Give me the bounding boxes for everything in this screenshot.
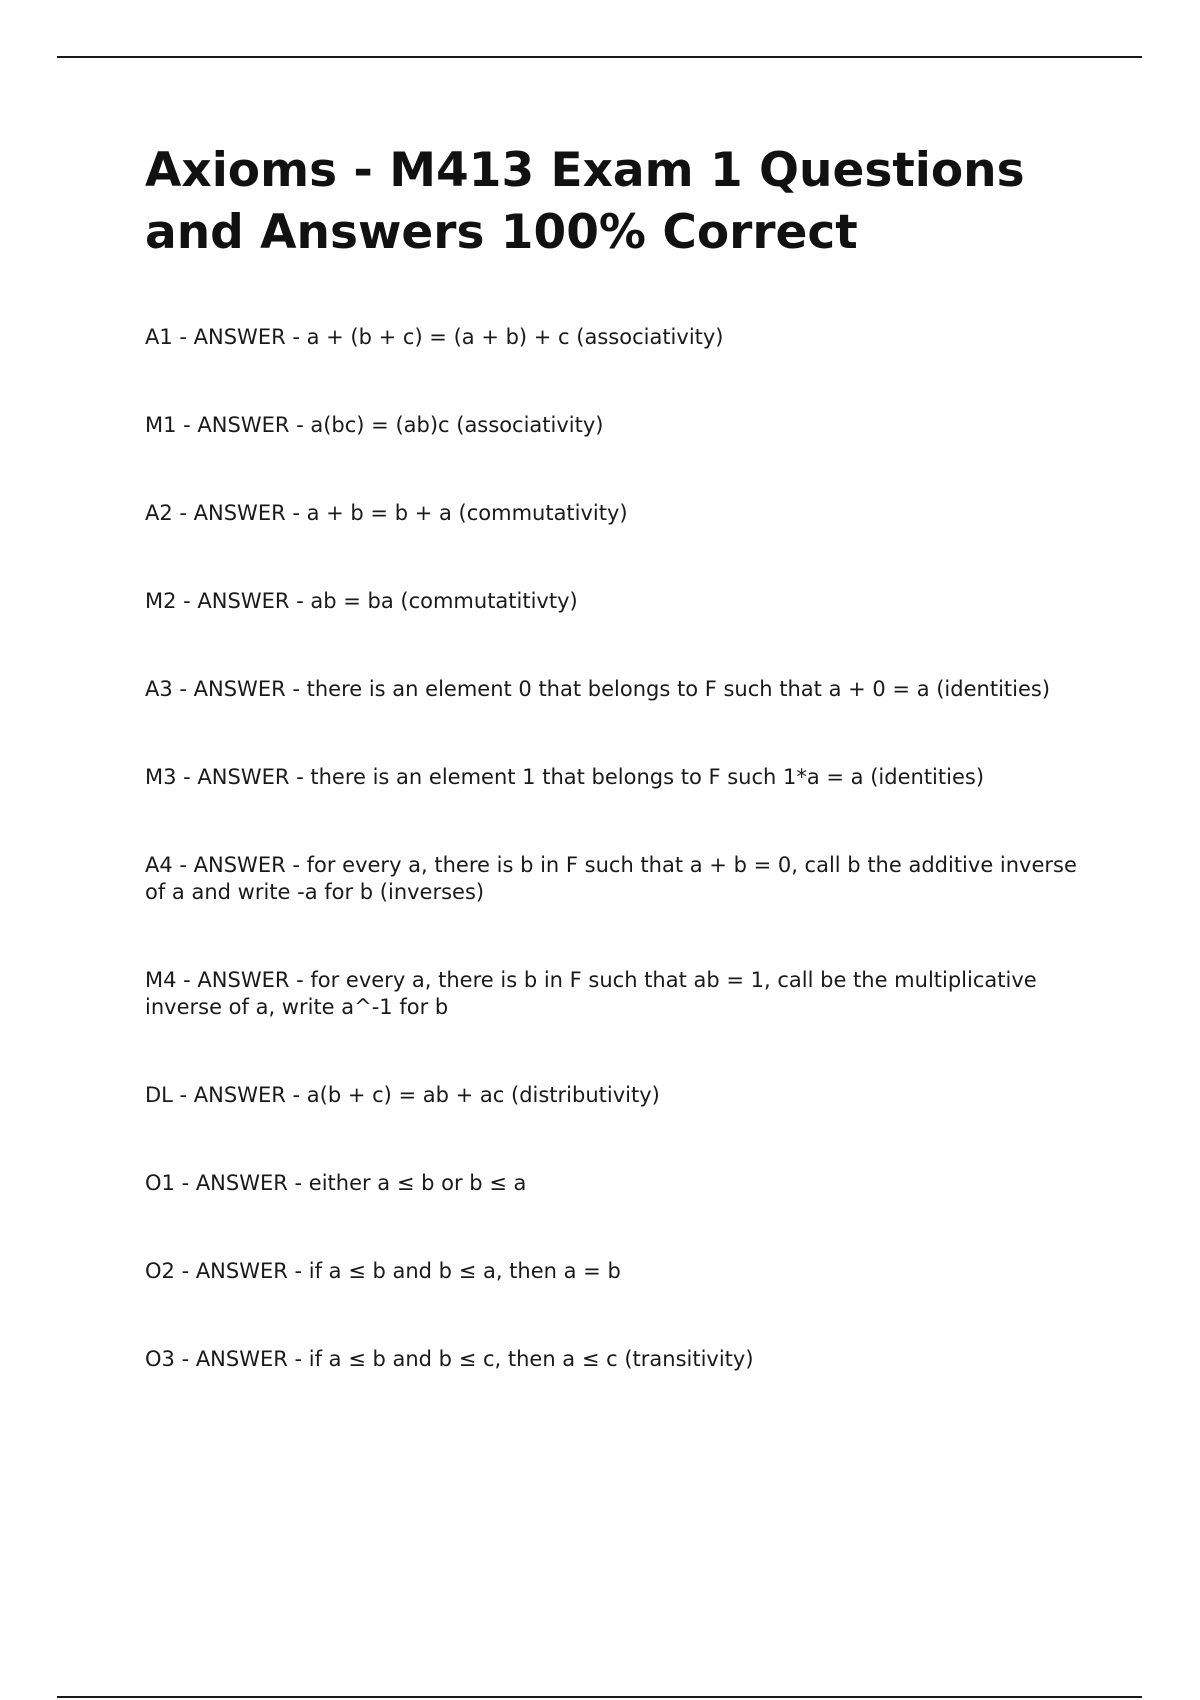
qa-item-m2: M2 - ANSWER - ab = ba (commutatitivty) bbox=[145, 589, 578, 613]
qa-item-m1: M1 - ANSWER - a(bc) = (ab)c (associativity) bbox=[145, 413, 604, 437]
top-divider bbox=[57, 56, 1142, 58]
qa-item-o2: O2 - ANSWER - if a ≤ b and b ≤ a, then a = b bbox=[145, 1259, 621, 1283]
qa-item-a4: A4 - ANSWER - for every a, there is b in F such that a + b = 0, call b the additive inverse of a and write -a for b (inverses) bbox=[145, 853, 1077, 904]
qa-list bbox=[145, 324, 1095, 1373]
page-title: Axioms - M413 Exam 1 Questions and Answers 100% Correct bbox=[145, 143, 1025, 260]
document-body bbox=[145, 140, 1095, 1434]
qa-item-m4: M4 - ANSWER - for every a, there is b in F such that ab = 1, call be the multiplicative inverse of a, write a^-1 for b bbox=[145, 968, 1037, 1019]
qa-item-m3: M3 - ANSWER - there is an element 1 that belongs to F such 1*a = a (identities) bbox=[145, 765, 985, 789]
qa-item-o3: O3 - ANSWER - if a ≤ b and b ≤ c, then a ≤ c (transitivity) bbox=[145, 1347, 754, 1371]
qa-item-a2: A2 - ANSWER - a + b = b + a (commutativity) bbox=[145, 501, 628, 525]
qa-item-a1: A1 - ANSWER - a + (b + c) = (a + b) + c (associativity) bbox=[145, 325, 724, 349]
qa-item-dl: DL - ANSWER - a(b + c) = ab + ac (distributivity) bbox=[145, 1083, 660, 1107]
qa-item-o1: O1 - ANSWER - either a ≤ b or b ≤ a bbox=[145, 1171, 527, 1195]
qa-item-a3: A3 - ANSWER - there is an element 0 that belongs to F such that a + 0 = a (identities) bbox=[145, 677, 1051, 701]
bottom-divider bbox=[57, 1696, 1142, 1698]
